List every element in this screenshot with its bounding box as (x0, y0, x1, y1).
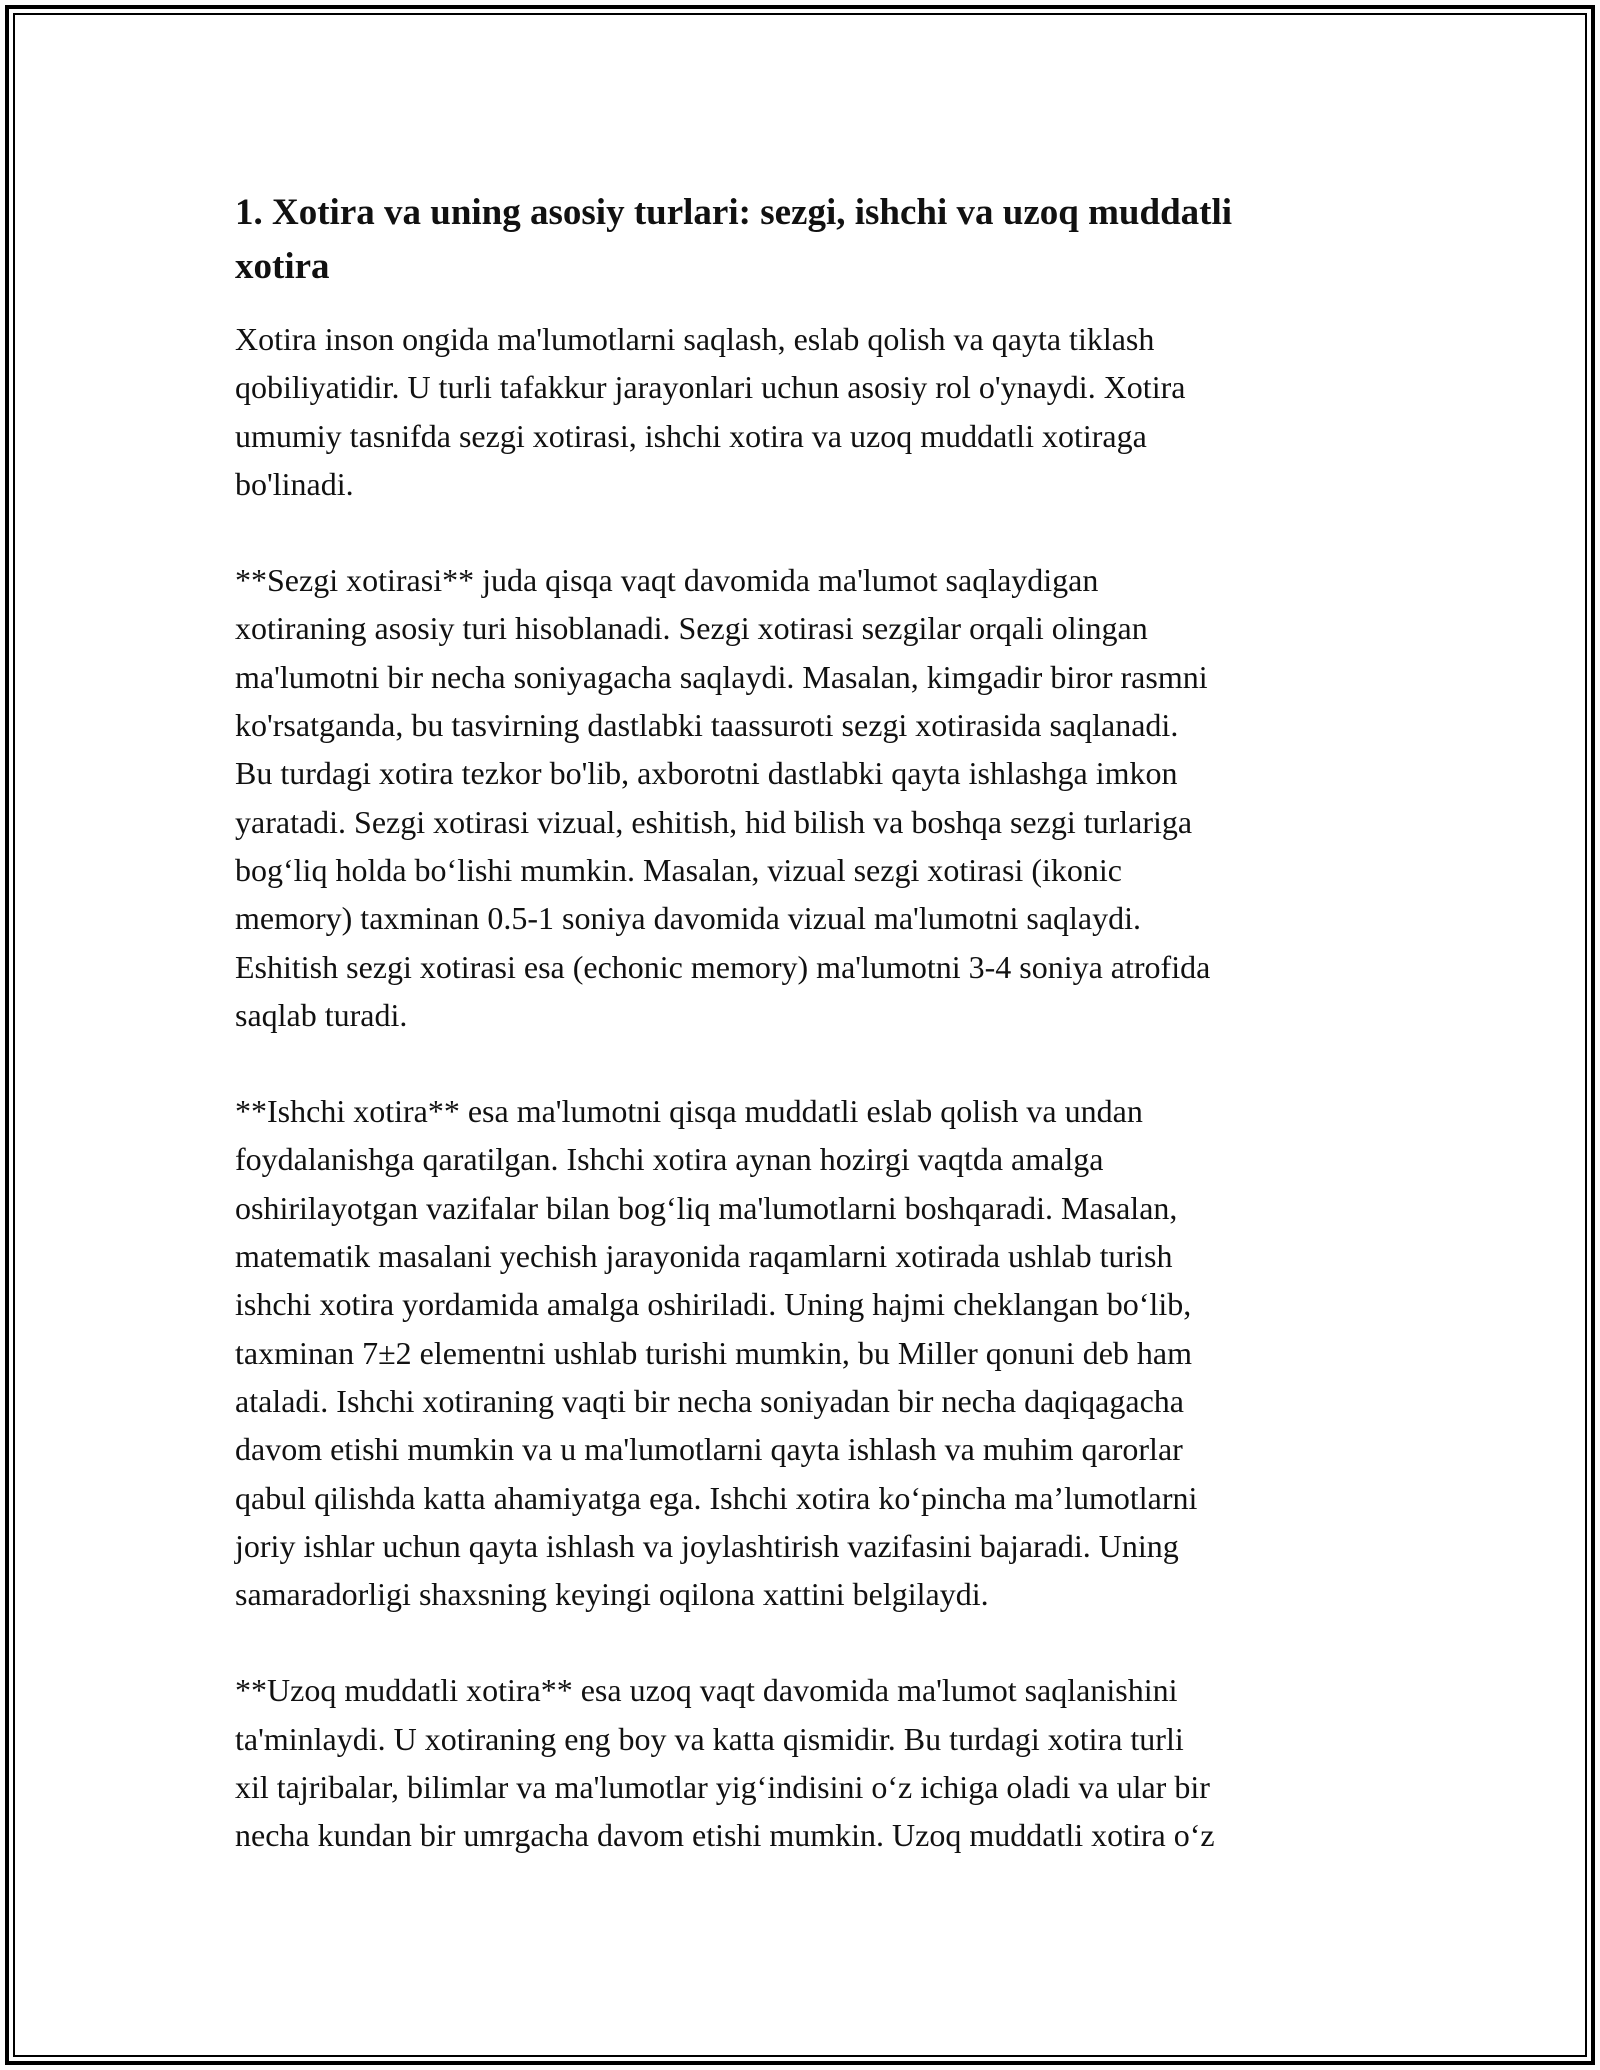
document-body (235, 186, 1370, 1908)
paragraph-intro: Xotira inson ongida ma'lumotlarni saqlash, eslab qolish va qayta tiklash qobiliyatidir. U turli tafakkur jarayonlari uchun asosiy rol o'ynaydi. Xotira umumiy tasnifda sezgi xotirasi, ishchi xotira va uzoq muddatli xotiraga bo'linadi. (235, 321, 1186, 502)
paragraph-sensory-memory: **Sezgi xotirasi** juda qisqa vaqt davomida ma'lumot saqlaydigan xotiraning asosiy turi hisoblanadi. Sezgi xotirasi sezgilar orqali olingan ma'lumotni bir necha soniyagacha saqlaydi. Masalan, kimgadir biror rasmni ko'rsatganda, bu tasvirning dastlabki taassuroti sezgi xotirasida saqlanadi. Bu turdagi xotira tezkor bo'lib, axborotni dastlabki qayta ishlashga imkon yaratadi. Sezgi xotirasi vizual, eshitish, hid bilish va boshqa sezgi turlariga bog‘liq holda bo‘lishi mumkin. Masalan, vizual sezgi xotirasi (ikonic memory) taxminan 0.5-1 soniya davomida vizual ma'lumotni saqlaydi. Eshitish sezgi xotirasi esa (echonic memory) ma'lumotni 3-4 soniya atrofida saqlab turadi. (235, 562, 1211, 1033)
section-heading: 1. Xotira va uning asosiy turlari: sezgi, ishchi va uzoq muddatli xotira (235, 192, 1233, 287)
paragraph-working-memory: **Ishchi xotira** esa ma'lumotni qisqa muddatli eslab qolish va undan foydalanishga qaratilgan. Ishchi xotira aynan hozirgi vaqtda amalga oshirilayotgan vazifalar bilan bog‘liq ma'lumotlarni boshqaradi. Masalan, matematik masalani yechish jarayonida raqamlarni xotirada ushlab turish ishchi xotira yordamida amalga oshiriladi. Uning hajmi cheklangan bo‘lib, taxminan 7±2 elementni ushlab turishi mumkin, bu Miller qonuni deb ham ataladi. Ishchi xotiraning vaqti bir necha soniyadan bir necha daqiqagacha davom etishi mumkin va u ma'lumotlarni qayta ishlash va muhim qarorlar qabul qilishda katta ahamiyatga ega. Ishchi xotira ko‘pincha ma’lumotlarni joriy ishlar uchun qayta ishlash va joylashtirish vazifasini bajaradi. Uning samaradorligi shaxsning keyingi oqilona xattini belgilaydi. (235, 1093, 1198, 1613)
paragraph-long-term-memory: **Uzoq muddatli xotira** esa uzoq vaqt davomida ma'lumot saqlanishini ta'minlaydi. U xotiraning eng boy va katta qismidir. Bu turdagi xotira turli xil tajribalar, bilimlar va ma'lumotlar yig‘indisini o‘z ichiga oladi va ular bir necha kundan bir umrgacha davom etishi mumkin. Uzoq muddatli xotira o‘z (235, 1672, 1215, 1854)
